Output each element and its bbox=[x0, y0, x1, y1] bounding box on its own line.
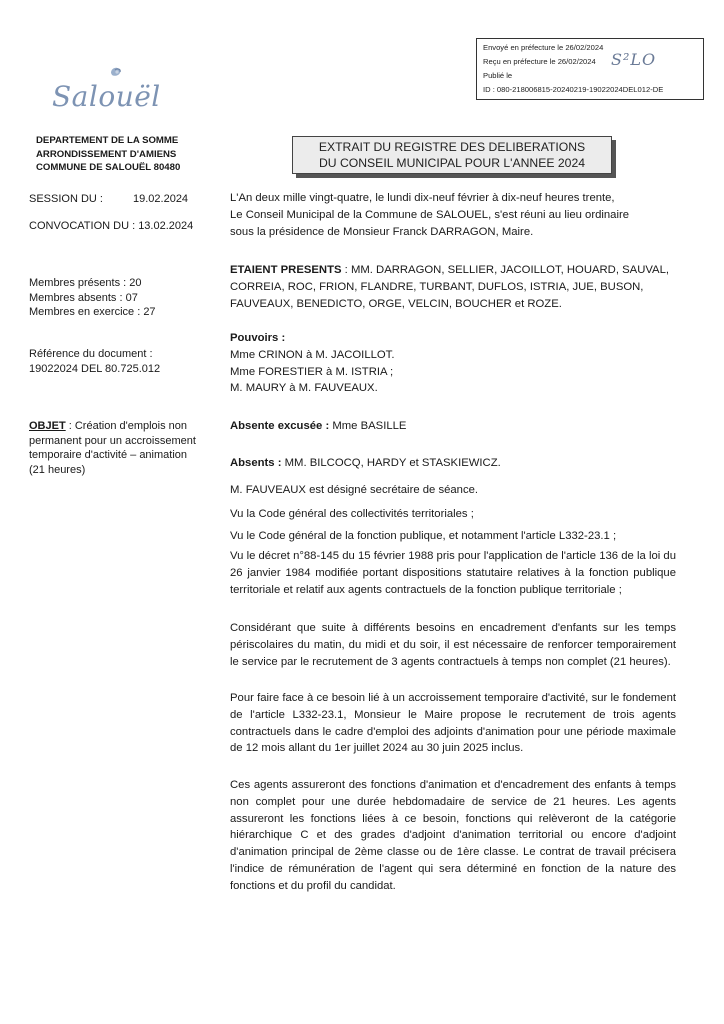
document-reference bbox=[29, 347, 160, 376]
session-label: SESSION DU : bbox=[29, 193, 103, 205]
pouvoirs-label: Pouvoirs : bbox=[230, 332, 286, 344]
commune-line: COMMUNE DE SALOUËL 80480 bbox=[36, 162, 181, 173]
members-present: Membres présents : 20 bbox=[29, 277, 142, 289]
salouel-logo-text: Salouël bbox=[52, 80, 161, 113]
intro-line-3: sous la présidence de Monsieur Franck DARRAGON, Maire. bbox=[230, 225, 534, 238]
dept-line: DEPARTEMENT DE LA SOMME bbox=[36, 135, 179, 146]
intro-paragraph bbox=[230, 190, 676, 240]
session-date bbox=[29, 192, 189, 207]
members-count bbox=[29, 276, 156, 320]
convocation-date: CONVOCATION DU : 13.02.2024 bbox=[29, 220, 194, 232]
arrondissement-line: ARRONDISSEMENT D'AMIENS bbox=[36, 148, 177, 160]
pouvoir-item: Mme CRINON à M. JACOILLOT. bbox=[230, 348, 395, 361]
present-line-1: : MM. DARRAGON, SELLIER, JACOILLOT, HOUARD, SAUVAL, bbox=[341, 264, 670, 276]
stamp-id: ID : 080-218006815-20240219-19022024DEL012-DE bbox=[483, 85, 664, 94]
stamp-sent: Envoyé en préfecture le 26/02/2024 bbox=[483, 43, 604, 52]
members-absent: Membres absents : 07 bbox=[29, 291, 138, 304]
intro-line-2: Le Conseil Municipal de la Commune de SALOUEL, s'est réuni au lieu ordinaire bbox=[230, 208, 630, 221]
fonctions-paragraph: Ces agents assureront des fonctions d'animation et d'encadrement des enfants à temps non complet pour une durée hebdomadaire de service de 21 heures. Les agents assureront les fonctions liées à ce besoin, fonctions qui relèveront de la catégorie hiérarchique C et des grades d'adjoint d'animation territorial ou encore d'adjoint d'animation principal de 2ème classe ou de 1ère classe. Le contrat de travail précisera l'indice de rémunération de l'agent qui sera déterminé en fonction de la nature des fonctions et du profil du candidat. bbox=[230, 779, 676, 892]
present-label: ETAIENT PRESENTS bbox=[230, 264, 342, 276]
pouvoir-item: Mme FORESTIER à M. ISTRIA ; bbox=[230, 365, 394, 378]
reference-value: 19022024 DEL 80.725.012 bbox=[29, 362, 161, 375]
s2low-logo: S²LO bbox=[611, 50, 657, 69]
department-header bbox=[36, 134, 180, 175]
stamp-published: Publié le bbox=[483, 71, 513, 80]
present-paragraph bbox=[230, 262, 676, 312]
vu-cgfp: Vu le Code général de la fonction publique, et notamment l'article L332-23.1 ; bbox=[230, 530, 617, 542]
secretaire-line: M. FAUVEAUX est désigné secrétaire de séance. bbox=[230, 484, 479, 496]
salouel-logo-mark bbox=[105, 64, 127, 80]
absents-line bbox=[230, 455, 676, 472]
objet-section bbox=[29, 419, 204, 477]
register-title-box bbox=[292, 136, 612, 174]
objet-label: OBJET bbox=[29, 420, 66, 432]
excusee-label: Absente excusée : bbox=[230, 420, 330, 432]
pouvoirs-section bbox=[230, 330, 676, 397]
session-value: 19.02.2024 bbox=[133, 193, 189, 205]
absents-value: MM. BILCOCQ, HARDY et STASKIEWICZ. bbox=[281, 457, 501, 469]
title-line-2: DU CONSEIL MUNICIPAL POUR L'ANNEE 2024 bbox=[318, 156, 585, 170]
excusee-line bbox=[230, 418, 676, 435]
absents-label: Absents : bbox=[230, 457, 282, 469]
intro-line-1: L'An deux mille vingt-quatre, le lundi dix-neuf février à dix-neuf heures trente, bbox=[230, 192, 615, 204]
vu-cgct: Vu la Code général des collectivités territoriales ; bbox=[230, 508, 474, 520]
prefecture-stamp bbox=[476, 38, 704, 100]
objet-text: : Création d'emplois non permanent pour un accroissement temporaire d'activité – animation (21 heures) bbox=[29, 420, 196, 476]
considerant-paragraph: Considérant que suite à différents besoins en encadrement d'enfants sur les temps périscolaires du matin, du midi et du soir, il est nécessaire de renforcer temporairement le service par le recrutement de 3 agents contractuels à temps non complet (21 heures). bbox=[230, 622, 676, 668]
vu-decret: Vu le décret n°88-145 du 15 février 1988 pris pour l'application de l'article 136 de la loi du 26 janvier 1984 modifiée portant dispositions statutaire relatives à la fonction publique territoriale et relatif aux agents contractuels de la fonction publique territoriale ; bbox=[230, 550, 676, 596]
present-line-2: CORREIA, ROC, FRION, FLANDRE, TURBANT, DUFLOS, ISTRIA, JUE, BUSON, bbox=[230, 280, 644, 293]
besoin-paragraph: Pour faire face à ce besoin lié à un accroissement temporaire d'activité, sur le fondement de l'article L332-23.1, Monsieur le Maire propose le recrutement de trois agents contractuels dans le cadre d'emploi des adjoints d'animation pour une période maximale de 12 mois allant du 1er juillet 2024 au 30 juin 2025 inclus. bbox=[230, 692, 676, 755]
excusee-value: Mme BASILLE bbox=[329, 420, 407, 432]
present-line-3: FAUVEAUX, BENEDICTO, ORGE, VELCIN, BOUCHER et ROZE. bbox=[230, 297, 562, 310]
title-line-1: EXTRAIT DU REGISTRE DES DELIBERATIONS bbox=[318, 140, 586, 154]
reference-label: Référence du document : bbox=[29, 348, 153, 360]
pouvoir-item: M. MAURY à M. FAUVEAUX. bbox=[230, 382, 378, 395]
members-exercise: Membres en exercice : 27 bbox=[29, 306, 156, 318]
stamp-received: Reçu en préfecture le 26/02/2024 bbox=[483, 57, 596, 66]
